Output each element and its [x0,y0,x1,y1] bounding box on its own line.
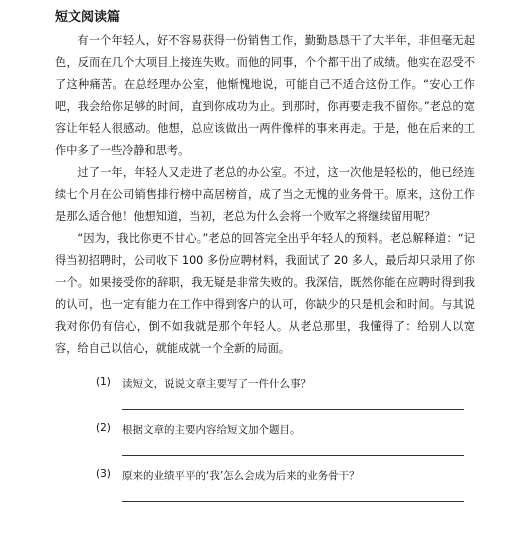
question-text: 读短文，说说文章主要写了一件什么事？ [122,378,311,390]
question-number: (1) [96,376,111,388]
answer-line[interactable] [122,455,464,456]
answer-line[interactable] [122,409,464,410]
passage-paragraph-2: 过了一年，年轻人又走进了老总的办公室。不过，这一次他是轻松的，他已经连续七个月在公司销售排行榜中高居榜首，成了当之无愧的业务骨干。原来，这份工作是那么适合他！他想知道，当初，老总为什么会将一个败军之将继续留用呢？ [55,166,475,223]
passage-paragraph-1: 有一个年轻人，好不容易获得一份销售工作，勤勤恳恳干了大半年，非但毫无起色，反而在几个大项目上接连失败。而他的同事，个个都干出了成绩。他实在忍受不了这种痛苦。在总经理办公室，他惭愧地说，可能自己不适合这份工作。“安心工作吧，我会给你足够的时间，直到你成功为止。到那时，你再要走我不留你。”老总的宽容让年轻人很感动。他想，总应该做出一两件像样的事来再走。于是，他在后来的工作中多了一些冷静和思考。 [55,34,475,157]
question-item-2 [78,418,468,464]
section-title: 短文阅读篇 [55,10,121,25]
reading-passage [55,30,475,360]
question-item-1 [78,372,468,418]
question-text: 原来的业绩平平的‘我’怎么会成为后来的业务骨干？ [122,470,360,482]
question-number: (3) [96,468,111,480]
question-item-3 [78,464,468,510]
question-text: 根据文章的主要内容给短文加个题目。 [122,424,301,436]
passage-paragraph-3: “因为，我比你更不甘心。”老总的回答完全出乎年轻人的预料。老总解释道：“记得当初招聘时，公司收下 100 多份应聘材料，我面试了 20 多人，最后却只录用了你一个。如果接受你的辞职，我无疑是非常失败的。我深信，既然你能在应聘时得到我的认可，也一定有能力在工作中得到客户的认可，你缺少的只是机会和时间。与其说我对你仍有信心，倒不如我就是那个年轻人。从老总那里，我懂得了：给别人以宽容，给自己以信心，就能成就一个全新的局面。 [55,232,475,355]
question-list [78,372,468,510]
question-number: (2) [96,422,111,434]
answer-line[interactable] [122,501,464,502]
